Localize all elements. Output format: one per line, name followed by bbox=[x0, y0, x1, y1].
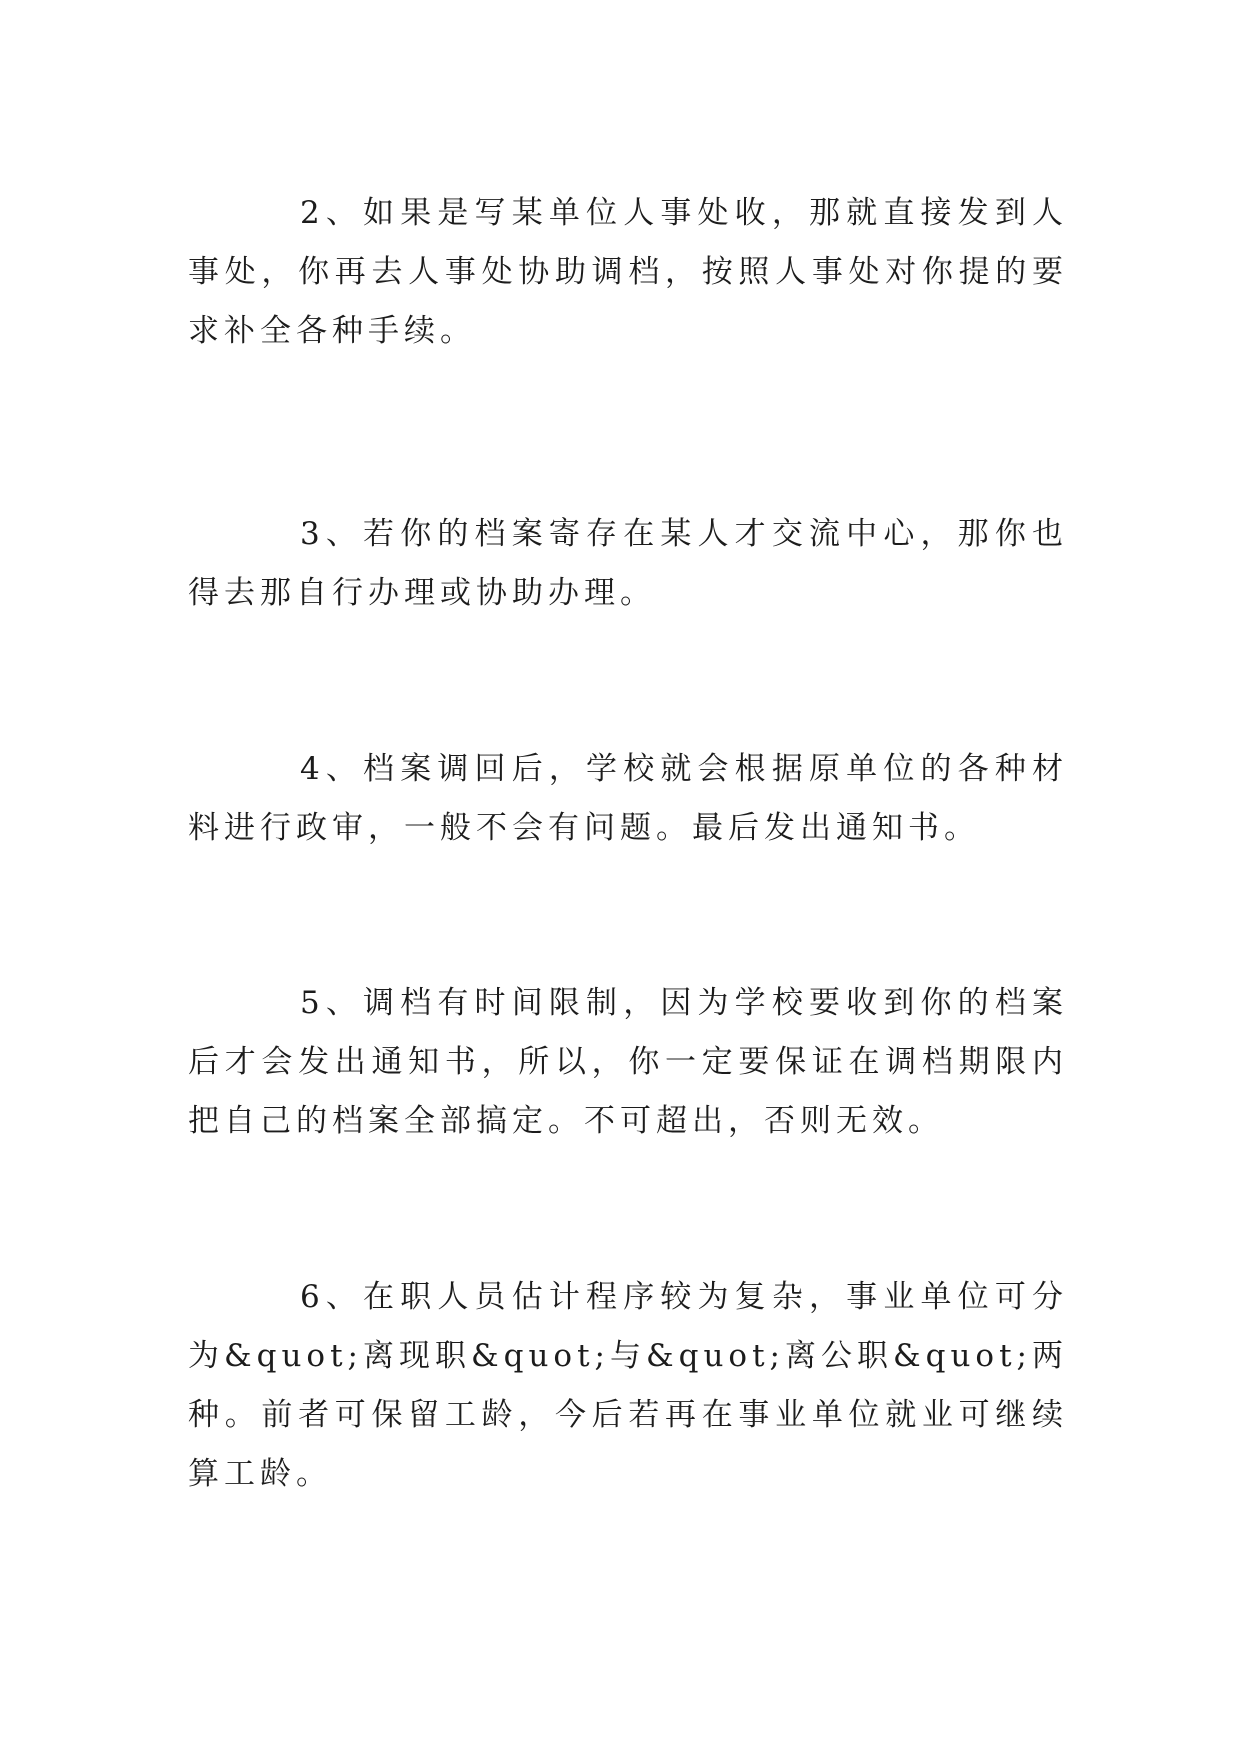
paragraph-item-3: 3、若你的档案寄存在某人才交流中心，那你也得去那自行办理或协助办理。 bbox=[188, 516, 1068, 611]
paragraph-item-5: 5、调档有时间限制，因为学校要收到你的档案后才会发出通知书，所以，你一定要保证在调档期限内把自己的档案全部搞定。不可超出，否则无效。 bbox=[188, 985, 1068, 1139]
paragraph-item-6: 6、在职人员估计程序较为复杂，事业单位可分为&quot;离现职&quot;与&quot;离公职&quot;两种。前者可保留工龄，今后若再在事业单位就业可继续算工龄。 bbox=[188, 1279, 1068, 1492]
paragraph-item-2: 2、如果是写某单位人事处收，那就直接发到人事处，你再去人事处协助调档，按照人事处对你提的要求补全各种手续。 bbox=[188, 195, 1068, 349]
paragraph-item-4: 4、档案调回后，学校就会根据原单位的各种材料进行政审，一般不会有问题。最后发出通知书。 bbox=[188, 751, 1068, 846]
